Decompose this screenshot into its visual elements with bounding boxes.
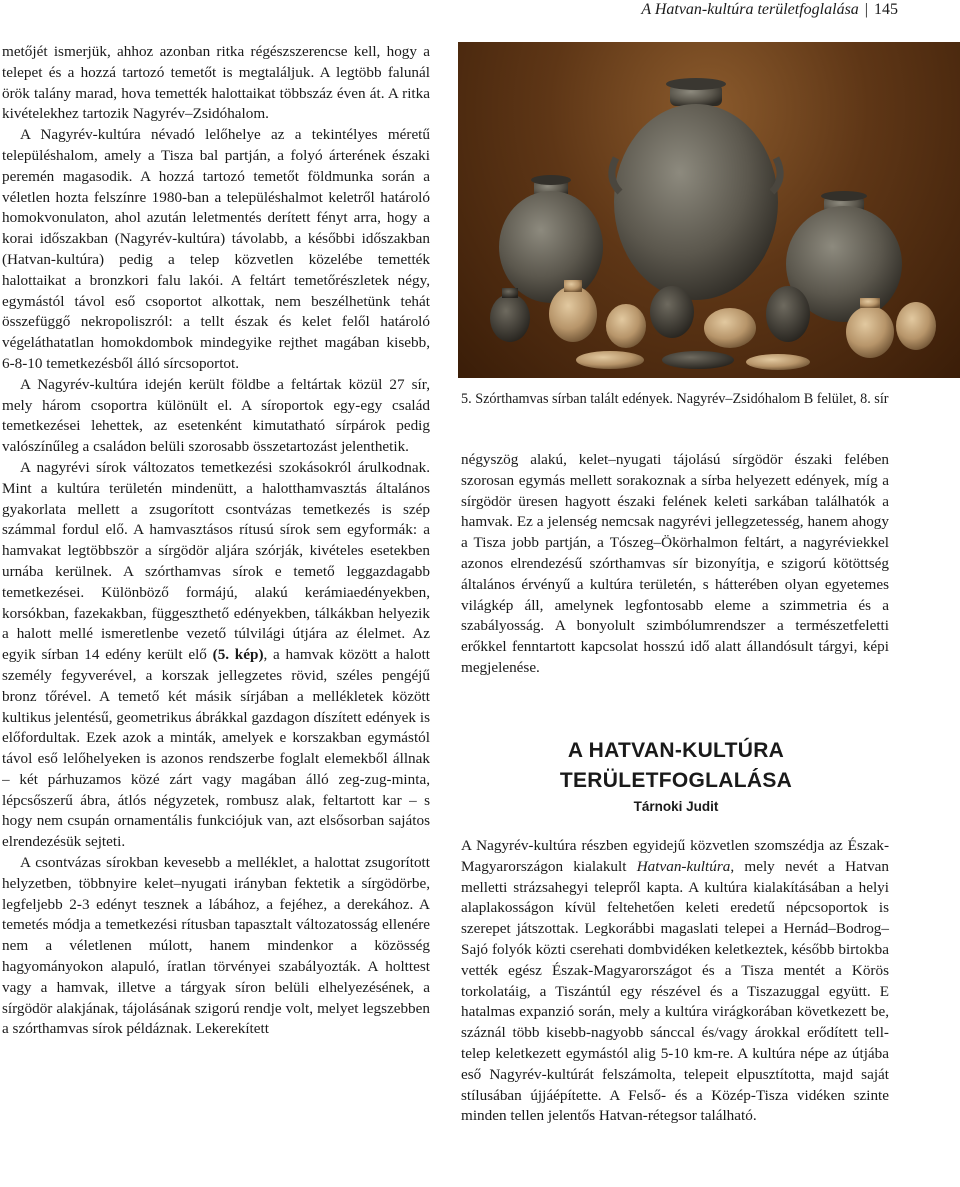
culture-name-emphasis: Hatvan-kultúra (636, 857, 731, 875)
right-paragraph-1: négyszög alakú, kelet–nyugati tájolású sírgödör északi felében szorosan egymás mellett sorakoznak a sírba helyezett edények, míg a sírgödör üresen hagyott északi felének keleti sarkában találhatók a hamvak. Ez a jelenség nemcsak nagyrévi jellegzetesség, hanem ahogy a Tisza jobb partján, a Tószeg–Ökörhalmon feltárt, a nagyréviekkel azonos elrendezésű szórthamvas sír bizonyítja, e szigorú kötöttség általános érvényű a kultúra területén, s hátterében olyan egyetemes világkép áll, amelynek legfontosabb eleme a szimmetria és a szabályosság. A bonyolult szimbólumrendszer a természetfeletti erőkkel fenntartott kapcsolat hosszú idő alatt állandósult tárgyi, képi megjelenése. (461, 451, 889, 676)
left-paragraph-5: A csontvázas sírokban kevesebb a melléklet, a halottat zsugorított helyzetben, többnyire kelet–nyugati irányban fektetik a sírgödörbe, legfeljebb 2-3 edényt tesznek a lábához, a fejéhez, a derekához. A temetés módja a temetkezési rítusban tapasztalt változatosság ellenére nem a véletlenen múlott, hanem mindenkor a közösség hagyományokon alapuló, íratlan törvényei szabályozták. A holttest vagy a hamvak, illetve a tárgyak síron belüli elhelyezésének, a sírgödör alakjának, tájolásának szigorú rendje volt, melyet legszebben a szórthamvas sírok példáznak. Lekerekített (2, 854, 430, 1038)
header-separator: | (864, 1, 868, 18)
right-column-top (461, 450, 889, 679)
page-number: 145 (874, 1, 898, 18)
section-title (461, 736, 891, 796)
left-jar (499, 175, 603, 303)
left-paragraph-4-text: A nagyrévi sírok változatos temetkezési szokásokról árulkodnak. Mint a kultúra területén mindenütt, a halotthamvasztás általános gyakorlata mellett a zsugorított csontvázas temetkezés is szép számmal fordul elő. A hamvasztásos rítusú sírok sem egyformák: a hamvakat legtöbbször a sírgödör aljára szórják, kivételes esetekben urnába kerülnek. A szórthamvas sírok e temető leggazdagabb temetkezései. Különböző formájú, alakú kerámiaedényekben, korsókban, fazekakban, függeszthető edényekben, tálkákban helyezik a halott mellé ismeretlenbe vezető túlvilági útjára az élelmet. Az egyik sírban 14 edény került elő (2, 458, 430, 664)
left-paragraph-1: metőjét ismerjük, ahhoz azonban ritka régészszerencse kell, hogy a telepet és a hozzá tartozó temetőt is megtaláljuk. A legtöbb falunál örök talány marad, hova temették halottaikat többszáz éven át. A ritka kivételekhez tartozik Nagyrév–Zsidóhalom. (2, 43, 430, 123)
left-column (2, 42, 430, 1182)
left-paragraph-4-tail: , a hamvak között a halott személy fegyverével, a korszak jellegzetes rövid, széles pengéjű bronz tőrével. A temető két másik sírjában a mellékletek között kultikus jelentésű, geometrikus ábrákkal gazdagon díszített edények is előfordultak. Ezek azok a minták, amelyek e korszakban egymástól távol eső lelőhelyeken is azonos rendszerbe foglalt elemekből állnak – két párhuzamos közé zárt vagy magában álló zeg-zug-minta, lépcsőszerű ábra, átlós négyzetek, rombusz alak, feltartott kar – s hogy nem csupán ornamentális funkciójuk van, azt elsősorban sajátos elrendezésük sejteti. (2, 646, 430, 851)
right-column-bottom (461, 836, 889, 1127)
pottery-illustration (458, 42, 960, 378)
section-author: Tárnoki Judit (633, 799, 719, 814)
right-paragraph-2-rest: , mely nevét a Hatvan melletti strázsahegyi telepről kapta. A kultúra kialakításában a helyi alaplakosságon kívül feltehetően keleti eredetű népcsoportok is szerepet játszottak. Legkorábbi magaslati telepei a Hernád–Bodrog–Sajó folyók közti cserehati dombvidéken keletkeztek, később birtokba vették egész Észak-Magyarországot és a Tisza mentét a Körös torkolatáig, a Tiszántúl egy részével és a Tiszazuggal együtt. E hatalmas expanzió során, mely a kultúra virágkorában következett be, száznál több kisebb-nagyobb sánccal és/vagy árokkal erődített tell-telep keletkezett egymástól alig 5-10 km-re. A kultúra népe az útjába eső Nagyrév-kultúrát felszámolta, telepeit elpusztította, majd saját stílusában újjáépítette. A Felső- és a Közép-Tisza vidéken szinte minden tellen jelentős Hatvan-rétegsor található. (461, 857, 889, 1125)
figure-reference: (5. kép) (212, 646, 264, 664)
section-title-line-1: A HATVAN-KULTÚRA (567, 739, 785, 762)
large-urn (612, 78, 780, 300)
running-head (641, 0, 898, 20)
figure-caption: 5. Szórthamvas sírban talált edények. Nagyrév–Zsidóhalom B felület, 8. sír (461, 391, 889, 407)
right-paragraph-2 (461, 836, 889, 1127)
right-paragraph-2-start: A Nagyrév-kultúra részben egyidejű közvetlen szomszédja az Észak-Magyarországon kialakult (461, 837, 889, 875)
left-paragraph-4 (2, 458, 430, 853)
running-title: A Hatvan-kultúra területfoglalása (641, 1, 859, 18)
left-paragraph-2: A Nagyrév-kultúra névadó lelőhelye az a tekintélyes méretű településhalom, amely a Tisza bal partján, a folyó árterének északi peremén magasodik. A hozzá tartozó temetőt földmunka során a véletlen hozta felszínre 1980-ban a településhalmot keletről határoló homokvonulaton, ahol azután leletmentés derített fényt arra, hogy a korai időszakban (Nagyrév-kultúra) távolabb, a későbbi időszakban (Hatvan-kultúra) pedig a telep közvetlen közelébe temették halottaikat a bronzkori falu lakói. A feltárt temetőrészletek négy, egymástól távol eső csoportot alkottak, nem beszélhetünk tehát összefüggő nekropoliszról: a tellt észak és kelet felől határoló végeláthatatlan homokdombok mindegyike rejthet magában kisebb, 6-8-10 temetkezésből álló sírcsoportot. (2, 126, 430, 372)
section-title-line-2: TERÜLETFOGLALÁSA (559, 769, 793, 792)
left-paragraph-3: A Nagyrév-kultúra idején került földbe a feltártak közül 27 sír, mely három csoportra különült el. A síroportok egy-egy család temetkezései lehettek, az esetenként kimutatható sírpárok pedig valószínűleg a családon belüli szorosabb összetartozást jelenthetik. (2, 375, 430, 456)
pottery-photo (458, 42, 960, 378)
